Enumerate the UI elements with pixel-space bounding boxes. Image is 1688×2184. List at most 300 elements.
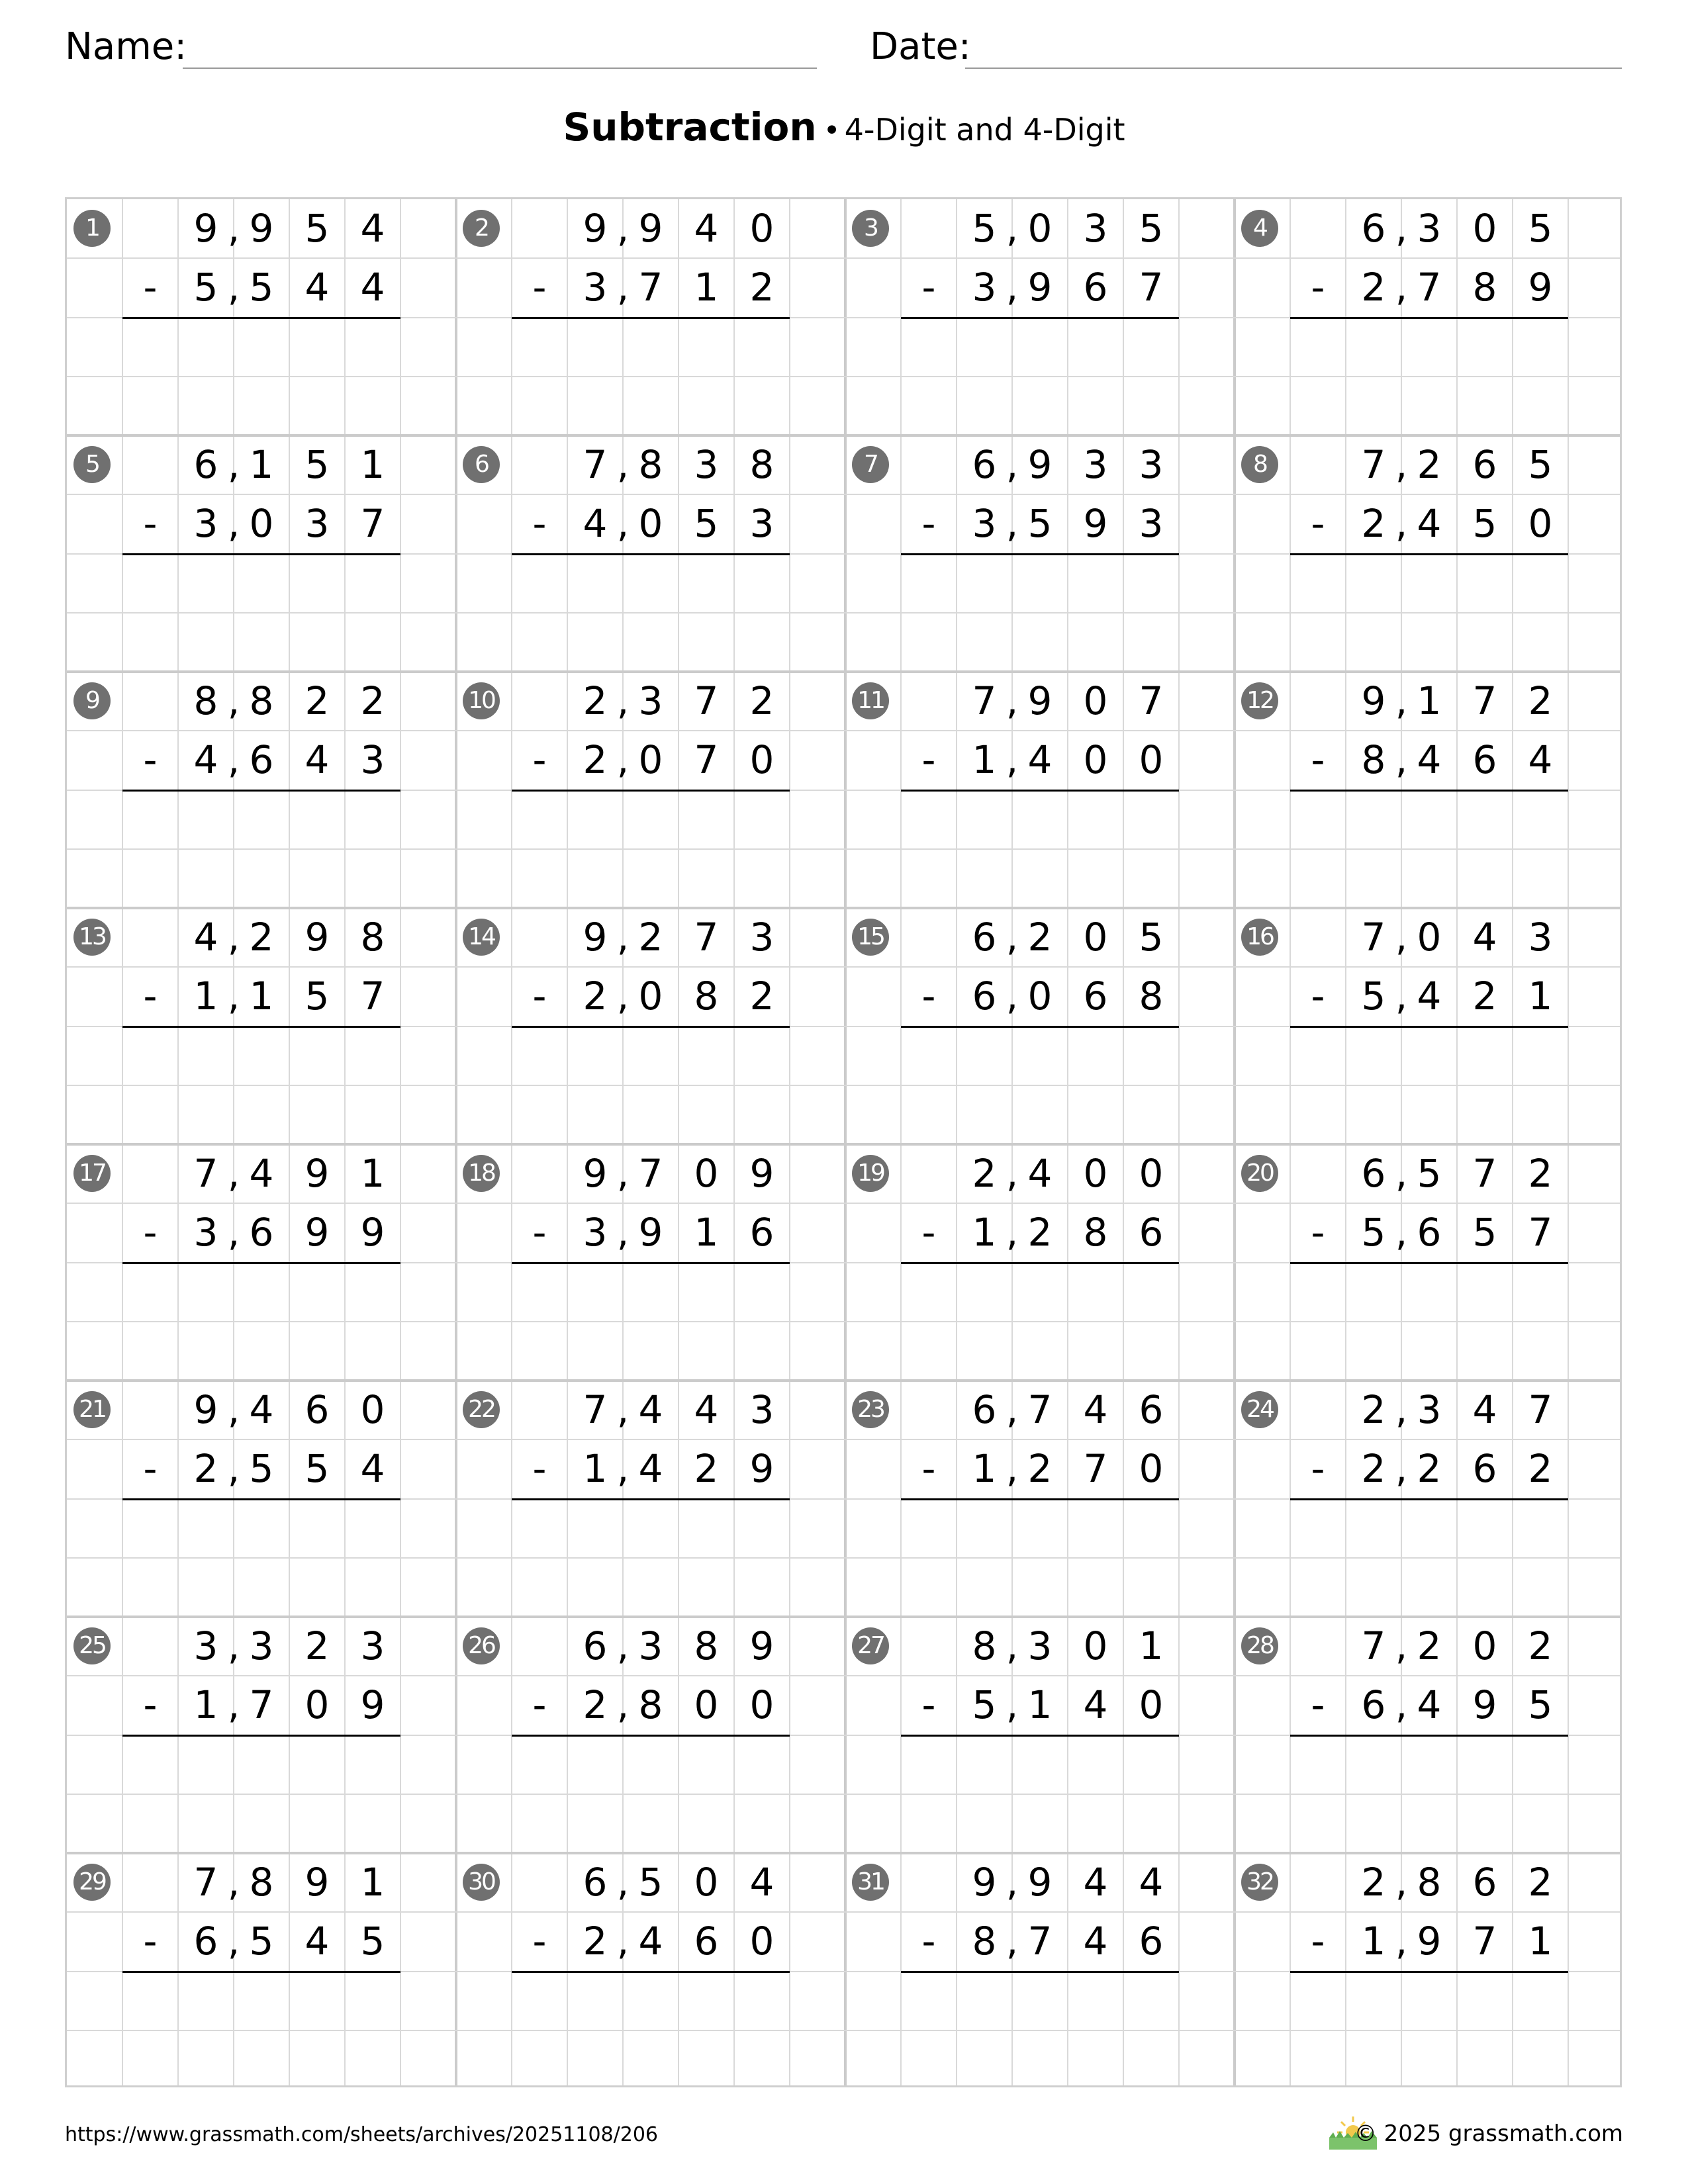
minuend-digit: 9: [1027, 442, 1053, 487]
thousands-separator: ,: [227, 265, 240, 310]
problem-7: [845, 435, 1235, 672]
minuend-digit: 9: [193, 1387, 218, 1432]
minuend-digit: 4: [193, 915, 218, 960]
minuend-row: [901, 1144, 1179, 1203]
subtrahend-digit: 1: [1528, 1919, 1553, 1964]
problem-19: [845, 1144, 1235, 1381]
answer-area[interactable]: [512, 555, 790, 667]
thousands-separator: ,: [1395, 737, 1408, 782]
subtrahend-digit: 2: [1027, 1446, 1053, 1491]
subtrahend-digit: 4: [1083, 1919, 1108, 1964]
subtrahend-digit: 6: [1361, 1682, 1386, 1727]
subtrahend-row: [901, 731, 1179, 790]
thousands-separator: ,: [616, 1446, 630, 1491]
minuend-digit: 3: [249, 1623, 274, 1668]
minus-sign: -: [1311, 974, 1325, 1019]
thousands-separator: ,: [616, 1387, 630, 1432]
subtrahend-digit: 0: [638, 974, 663, 1019]
thousands-separator: ,: [1006, 1151, 1019, 1196]
thousands-separator: ,: [227, 1446, 240, 1491]
problem-30: [456, 1853, 845, 2089]
answer-area[interactable]: [1290, 1736, 1568, 1848]
answer-area[interactable]: [122, 555, 400, 667]
thousands-separator: ,: [1006, 737, 1019, 782]
minuend-digit: 9: [249, 206, 274, 251]
date-line[interactable]: [965, 68, 1622, 69]
minuend-digit: 0: [1417, 915, 1442, 960]
minus-sign: -: [1311, 501, 1325, 546]
answer-area[interactable]: [122, 1500, 400, 1612]
minuend-digit: 6: [1139, 1387, 1164, 1432]
problem-number-badge: 9: [73, 682, 111, 719]
problem-18: [456, 1144, 845, 1381]
subtrahend-digit: 6: [1083, 265, 1108, 310]
problem-number-badge: 17: [73, 1155, 111, 1192]
problem-number-badge: 2: [463, 210, 500, 247]
subtrahend-digit: 4: [305, 737, 330, 782]
answer-area[interactable]: [901, 791, 1179, 903]
minuend-digit: 7: [1472, 678, 1497, 723]
answer-area[interactable]: [1290, 555, 1568, 667]
thousands-separator: ,: [227, 1151, 240, 1196]
subtrahend-digit: 4: [360, 1446, 385, 1491]
subtrahend-digit: 5: [249, 1446, 274, 1491]
subtrahend-digit: 0: [749, 1919, 774, 1964]
minus-sign: -: [532, 1919, 547, 1964]
minuend-digit: 4: [1472, 1387, 1497, 1432]
problem-number-badge: 16: [1241, 919, 1278, 956]
minuend-digit: 4: [1027, 1151, 1053, 1196]
subtrahend-digit: 0: [638, 501, 663, 546]
subtrahend-digit: 1: [1528, 974, 1553, 1019]
thousands-separator: ,: [227, 206, 240, 251]
answer-area[interactable]: [1290, 318, 1568, 431]
thousands-separator: ,: [1395, 442, 1408, 487]
problem-1: [67, 199, 456, 435]
problem-number-badge: 19: [852, 1155, 889, 1192]
problem-number-badge: 21: [73, 1391, 111, 1428]
subtrahend-digit: 5: [1472, 501, 1497, 546]
minus-sign: -: [1311, 1682, 1325, 1727]
thousands-separator: ,: [1395, 678, 1408, 723]
minus-sign: -: [143, 974, 158, 1019]
answer-area[interactable]: [122, 1736, 400, 1848]
subtrahend-digit: 2: [1472, 974, 1497, 1019]
subtrahend-row: [1290, 258, 1568, 317]
thousands-separator: ,: [616, 1682, 630, 1727]
subtrahend-digit: 4: [1417, 737, 1442, 782]
problem-2: [456, 199, 845, 435]
minuend-digit: 2: [1361, 1860, 1386, 1905]
answer-area[interactable]: [122, 1263, 400, 1376]
name-line[interactable]: [183, 68, 817, 69]
problem-20: [1235, 1144, 1624, 1381]
problem-number-badge: 12: [1241, 682, 1278, 719]
subtrahend-row: [512, 258, 790, 317]
minuend-digit: 3: [1417, 1387, 1442, 1432]
minuend-digit: 6: [1361, 1151, 1386, 1196]
subtrahend-digit: 2: [749, 265, 774, 310]
minuend-row: [512, 1144, 790, 1203]
answer-area[interactable]: [122, 791, 400, 903]
thousands-separator: ,: [227, 1860, 240, 1905]
thousands-separator: ,: [1006, 1387, 1019, 1432]
minuend-row: [122, 672, 400, 731]
minuend-digit: 3: [749, 1387, 774, 1432]
problem-24: [1235, 1381, 1624, 1617]
problem-number-badge: 26: [463, 1627, 500, 1664]
thousands-separator: ,: [616, 1919, 630, 1964]
thousands-separator: ,: [227, 1919, 240, 1964]
minuend-digit: 9: [972, 1860, 997, 1905]
minuend-digit: 7: [1472, 1151, 1497, 1196]
answer-area[interactable]: [512, 1263, 790, 1376]
subtrahend-digit: 0: [1528, 501, 1553, 546]
minuend-digit: 9: [749, 1623, 774, 1668]
subtrahend-digit: 9: [1027, 265, 1053, 310]
subtrahend-row: [512, 1912, 790, 1971]
minuend-digit: 4: [1139, 1860, 1164, 1905]
subtrahend-row: [512, 1676, 790, 1735]
thousands-separator: ,: [616, 442, 630, 487]
thousands-separator: ,: [616, 974, 630, 1019]
subtrahend-digit: 7: [1528, 1210, 1553, 1255]
minuend-row: [901, 908, 1179, 967]
subtrahend-row: [901, 1203, 1179, 1262]
minus-sign: -: [921, 1919, 936, 1964]
subtrahend-digit: 0: [305, 1682, 330, 1727]
minuend-digit: 4: [360, 206, 385, 251]
answer-area[interactable]: [122, 318, 400, 431]
answer-area[interactable]: [901, 318, 1179, 431]
subtrahend-digit: 0: [1083, 737, 1108, 782]
name-label: Name:: [65, 25, 187, 68]
minuend-digit: 2: [1528, 1623, 1553, 1668]
minuend-row: [122, 1853, 400, 1912]
minuend-digit: 0: [694, 1860, 719, 1905]
subtrahend-digit: 5: [1528, 1682, 1553, 1727]
subtrahend-digit: 0: [638, 737, 663, 782]
answer-area[interactable]: [901, 1500, 1179, 1612]
thousands-separator: ,: [1395, 265, 1408, 310]
minuend-digit: 6: [1472, 1860, 1497, 1905]
subtrahend-digit: 7: [360, 501, 385, 546]
problem-9: [67, 672, 456, 908]
minus-sign: -: [1311, 1446, 1325, 1491]
minuend-digit: 8: [638, 442, 663, 487]
subtrahend-digit: 2: [583, 737, 608, 782]
minuend-digit: 8: [694, 1623, 719, 1668]
subtrahend-row: [122, 1676, 400, 1735]
minuend-digit: 7: [1361, 915, 1386, 960]
minuend-row: [1290, 1144, 1568, 1203]
thousands-separator: ,: [1395, 1623, 1408, 1668]
thousands-separator: ,: [227, 1387, 240, 1432]
subtrahend-row: [122, 731, 400, 790]
problem-13: [67, 908, 456, 1144]
subtrahend-digit: 2: [1361, 1446, 1386, 1491]
minus-sign: -: [143, 1446, 158, 1491]
minuend-digit: 5: [305, 442, 330, 487]
answer-area[interactable]: [901, 1736, 1179, 1848]
minuend-digit: 7: [583, 442, 608, 487]
thousands-separator: ,: [616, 1623, 630, 1668]
minuend-digit: 5: [1528, 442, 1553, 487]
title-main: Subtraction: [563, 105, 817, 150]
subtrahend-digit: 2: [1528, 1446, 1553, 1491]
minuend-digit: 0: [1083, 1623, 1108, 1668]
subtrahend-digit: 4: [1083, 1682, 1108, 1727]
subtrahend-row: [122, 1439, 400, 1498]
problem-number-badge: 29: [73, 1864, 111, 1901]
minus-sign: -: [143, 265, 158, 310]
minuend-digit: 7: [1361, 442, 1386, 487]
minuend-digit: 3: [1083, 442, 1108, 487]
subtrahend-digit: 2: [749, 974, 774, 1019]
subtrahend-digit: 9: [1528, 265, 1553, 310]
subtrahend-row: [512, 1439, 790, 1498]
subtrahend-digit: 2: [694, 1446, 719, 1491]
answer-area[interactable]: [901, 1027, 1179, 1140]
minus-sign: -: [921, 1210, 936, 1255]
minuend-digit: 0: [360, 1387, 385, 1432]
problem-10: [456, 672, 845, 908]
answer-area[interactable]: [1290, 791, 1568, 903]
thousands-separator: ,: [1006, 442, 1019, 487]
subtrahend-digit: 6: [249, 737, 274, 782]
answer-area[interactable]: [901, 1263, 1179, 1376]
subtrahend-digit: 7: [360, 974, 385, 1019]
problem-number-badge: 20: [1241, 1155, 1278, 1192]
minus-sign: -: [921, 974, 936, 1019]
subtrahend-digit: 2: [1027, 1210, 1053, 1255]
answer-area[interactable]: [122, 1027, 400, 1140]
subtrahend-digit: 4: [638, 1919, 663, 1964]
minuend-digit: 2: [1528, 1860, 1553, 1905]
subtrahend-digit: 9: [1417, 1919, 1442, 1964]
thousands-separator: ,: [227, 737, 240, 782]
minuend-digit: 4: [249, 1387, 274, 1432]
answer-area[interactable]: [1290, 1500, 1568, 1612]
minuend-digit: 2: [305, 678, 330, 723]
minuend-row: [512, 1381, 790, 1439]
subtrahend-digit: 0: [249, 501, 274, 546]
subtrahend-digit: 4: [1528, 737, 1553, 782]
minuend-digit: 1: [360, 1151, 385, 1196]
subtrahend-digit: 7: [249, 1682, 274, 1727]
subtrahend-digit: 4: [193, 737, 218, 782]
minuend-digit: 2: [972, 1151, 997, 1196]
problem-3: [845, 199, 1235, 435]
subtrahend-digit: 5: [193, 265, 218, 310]
thousands-separator: ,: [227, 1210, 240, 1255]
minus-sign: -: [921, 501, 936, 546]
problem-number-badge: 15: [852, 919, 889, 956]
subtrahend-digit: 1: [1027, 1682, 1053, 1727]
thousands-separator: ,: [1006, 915, 1019, 960]
subtrahend-row: [901, 494, 1179, 553]
minuend-row: [901, 199, 1179, 258]
minuend-digit: 8: [1417, 1860, 1442, 1905]
answer-area[interactable]: [512, 1027, 790, 1140]
minuend-digit: 6: [583, 1623, 608, 1668]
problem-22: [456, 1381, 845, 1617]
answer-area[interactable]: [1290, 1263, 1568, 1376]
minuend-row: [512, 672, 790, 731]
minuend-row: [512, 1853, 790, 1912]
subtrahend-digit: 8: [972, 1919, 997, 1964]
minuend-digit: 3: [694, 442, 719, 487]
subtrahend-digit: 5: [249, 265, 274, 310]
answer-area[interactable]: [122, 1972, 400, 2085]
subtrahend-digit: 5: [694, 501, 719, 546]
subtrahend-digit: 7: [1139, 265, 1164, 310]
minuend-digit: 4: [1083, 1387, 1108, 1432]
thousands-separator: ,: [1006, 1446, 1019, 1491]
minuend-digit: 9: [305, 1860, 330, 1905]
minuend-digit: 9: [305, 1151, 330, 1196]
thousands-separator: ,: [1395, 501, 1408, 546]
thousands-separator: ,: [1395, 974, 1408, 1019]
minuend-row: [512, 199, 790, 258]
subtrahend-row: [512, 494, 790, 553]
minus-sign: -: [921, 265, 936, 310]
subtrahend-digit: 3: [1139, 501, 1164, 546]
problem-21: [67, 1381, 456, 1617]
answer-area[interactable]: [1290, 1027, 1568, 1140]
minuend-digit: 0: [1139, 1151, 1164, 1196]
problem-number-badge: 27: [852, 1627, 889, 1664]
minuend-digit: 0: [749, 206, 774, 251]
thousands-separator: ,: [616, 1860, 630, 1905]
subtrahend-row: [1290, 1912, 1568, 1971]
thousands-separator: ,: [616, 737, 630, 782]
subtrahend-digit: 7: [1027, 1919, 1053, 1964]
subtrahend-digit: 4: [305, 265, 330, 310]
subtrahend-digit: 4: [1417, 501, 1442, 546]
subtrahend-digit: 1: [972, 1210, 997, 1255]
subtrahend-digit: 9: [360, 1210, 385, 1255]
thousands-separator: ,: [616, 915, 630, 960]
minuend-digit: 3: [1139, 442, 1164, 487]
subtrahend-digit: 6: [694, 1919, 719, 1964]
subtrahend-digit: 2: [193, 1446, 218, 1491]
minuend-digit: 1: [249, 442, 274, 487]
minuend-row: [122, 1144, 400, 1203]
minuend-digit: 0: [1083, 915, 1108, 960]
problem-5: [67, 435, 456, 672]
answer-area[interactable]: [512, 1972, 790, 2085]
minuend-digit: 7: [1361, 1623, 1386, 1668]
subtrahend-row: [1290, 967, 1568, 1026]
minus-sign: -: [1311, 737, 1325, 782]
minuend-digit: 2: [1027, 915, 1053, 960]
subtrahend-digit: 8: [1139, 974, 1164, 1019]
problem-14: [456, 908, 845, 1144]
problem-31: [845, 1853, 1235, 2089]
problem-16: [1235, 908, 1624, 1144]
problem-26: [456, 1617, 845, 1853]
thousands-separator: ,: [1006, 1860, 1019, 1905]
subtrahend-row: [122, 1203, 400, 1262]
subtrahend-digit: 1: [249, 974, 274, 1019]
problem-23: [845, 1381, 1235, 1617]
subtrahend-row: [901, 1439, 1179, 1498]
subtrahend-digit: 9: [305, 1210, 330, 1255]
subtrahend-digit: 1: [972, 1446, 997, 1491]
answer-area[interactable]: [512, 318, 790, 431]
answer-area[interactable]: [512, 1736, 790, 1848]
minuend-row: [1290, 1381, 1568, 1439]
minuend-row: [122, 908, 400, 967]
problem-number-badge: 32: [1241, 1864, 1278, 1901]
problem-number-badge: 8: [1241, 446, 1278, 483]
subtrahend-row: [901, 1912, 1179, 1971]
minuend-digit: 1: [1139, 1623, 1164, 1668]
problem-number-badge: 6: [463, 446, 500, 483]
thousands-separator: ,: [227, 678, 240, 723]
minus-sign: -: [921, 1446, 936, 1491]
page-title: [0, 105, 1688, 150]
subtrahend-digit: 8: [638, 1682, 663, 1727]
subtrahend-digit: 4: [305, 1919, 330, 1964]
minuend-digit: 0: [694, 1151, 719, 1196]
answer-area[interactable]: [1290, 1972, 1568, 2085]
minus-sign: -: [532, 974, 547, 1019]
problem-number-badge: 1: [73, 210, 111, 247]
subtrahend-digit: 7: [638, 265, 663, 310]
subtrahend-digit: 2: [1361, 265, 1386, 310]
minuend-row: [1290, 672, 1568, 731]
minuend-digit: 8: [972, 1623, 997, 1668]
subtrahend-digit: 6: [1417, 1210, 1442, 1255]
minus-sign: -: [1311, 1210, 1325, 1255]
minuend-digit: 5: [1528, 206, 1553, 251]
problem-8: [1235, 435, 1624, 672]
minuend-digit: 5: [305, 206, 330, 251]
minuend-digit: 3: [1417, 206, 1442, 251]
subtrahend-digit: 6: [1139, 1919, 1164, 1964]
subtrahend-row: [901, 1676, 1179, 1735]
subtrahend-row: [1290, 1203, 1568, 1262]
minus-sign: -: [143, 737, 158, 782]
minuend-digit: 1: [360, 442, 385, 487]
answer-area[interactable]: [901, 1972, 1179, 2085]
subtrahend-digit: 9: [749, 1446, 774, 1491]
answer-area[interactable]: [512, 1500, 790, 1612]
problem-number-badge: 7: [852, 446, 889, 483]
subtrahend-digit: 3: [360, 737, 385, 782]
answer-area[interactable]: [512, 791, 790, 903]
minuend-digit: 9: [1027, 678, 1053, 723]
minuend-digit: 7: [193, 1151, 218, 1196]
minuend-digit: 0: [1472, 1623, 1497, 1668]
subtrahend-digit: 5: [1361, 974, 1386, 1019]
thousands-separator: ,: [1006, 1682, 1019, 1727]
answer-area[interactable]: [901, 555, 1179, 667]
subtrahend-digit: 2: [583, 1919, 608, 1964]
subtrahend-digit: 4: [638, 1446, 663, 1491]
subtrahend-digit: 0: [694, 1682, 719, 1727]
problem-number-badge: 18: [463, 1155, 500, 1192]
minuend-row: [901, 435, 1179, 494]
minuend-digit: 2: [360, 678, 385, 723]
subtrahend-row: [512, 1203, 790, 1262]
subtrahend-digit: 2: [1361, 501, 1386, 546]
minuend-digit: 5: [1417, 1151, 1442, 1196]
subtrahend-row: [122, 967, 400, 1026]
minuend-digit: 6: [1472, 442, 1497, 487]
